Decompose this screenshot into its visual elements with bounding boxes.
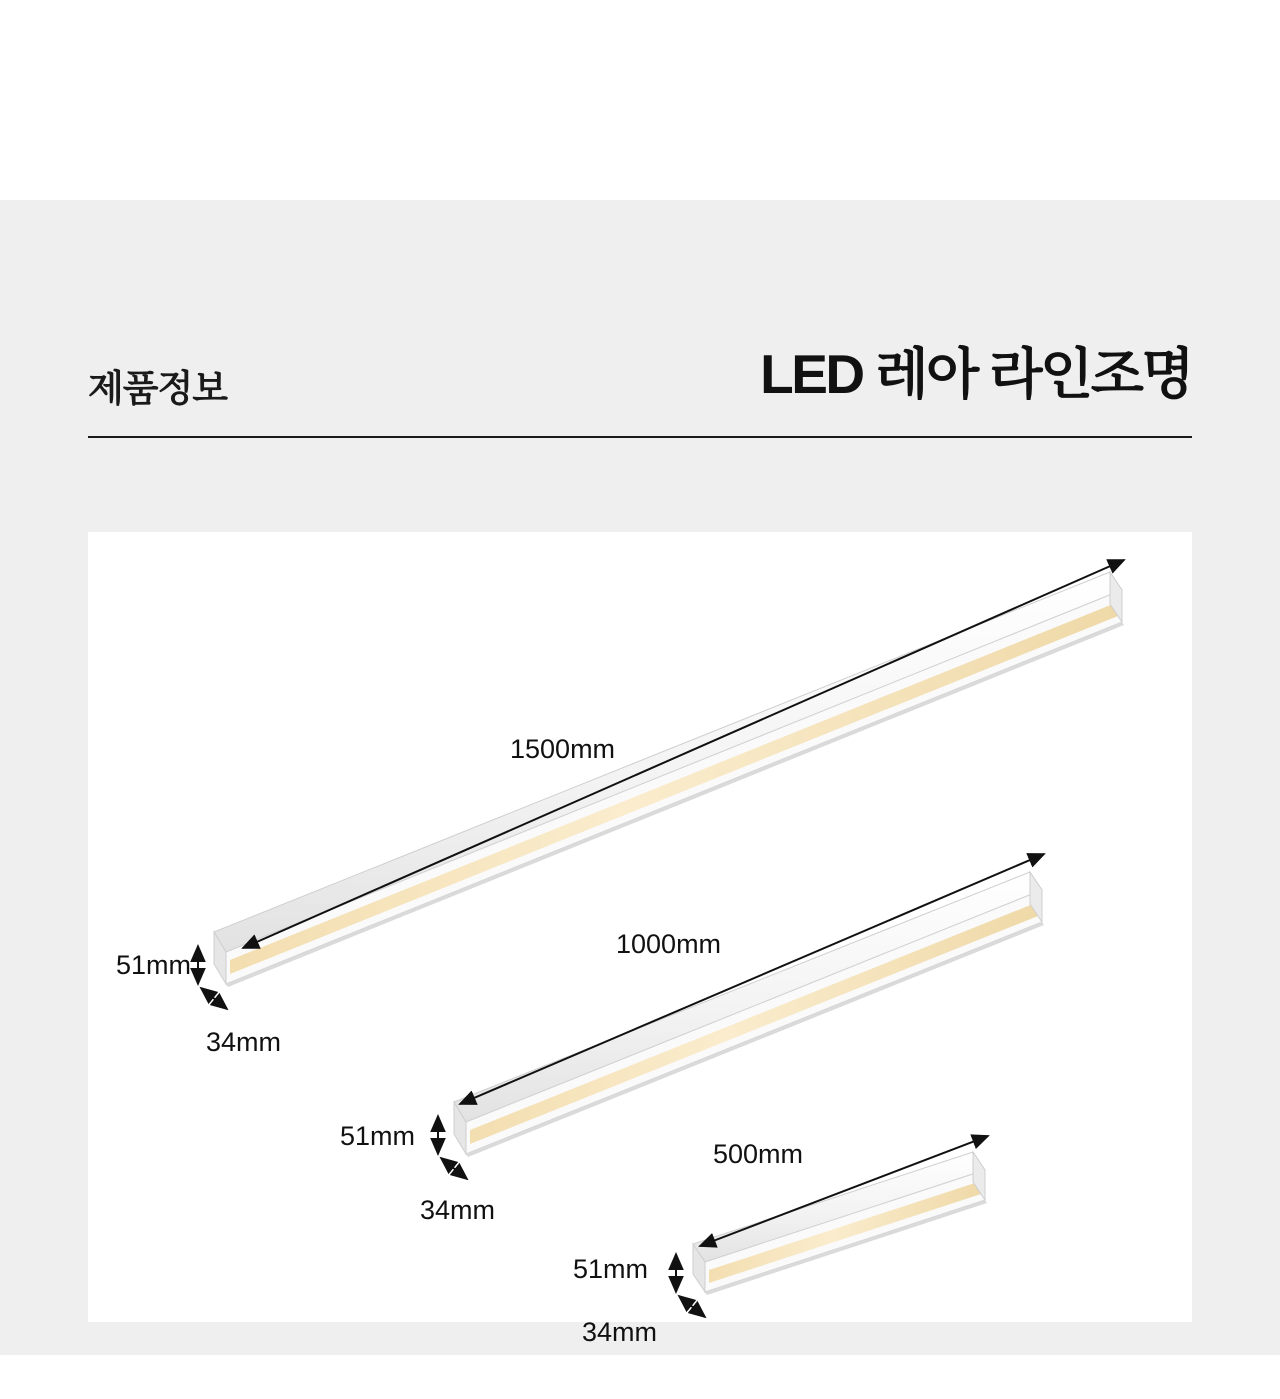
height-label-1500: 51mm: [116, 950, 192, 980]
top-white-band: [0, 0, 1280, 200]
bottom-white-band: [0, 1355, 1280, 1399]
dimension-diagram-svg: [88, 532, 1192, 1322]
section-label: 제품정보: [88, 368, 227, 409]
height-label-500: 51mm: [573, 1254, 649, 1284]
depth-arrow-500: [679, 1296, 705, 1317]
length-label-500: 500mm: [713, 1139, 804, 1169]
page-header: [88, 330, 1192, 440]
page-title: LED 레아 라인조명: [760, 343, 1192, 405]
length-label-1500: 1500mm: [510, 734, 616, 764]
fixture-1000: [454, 872, 1044, 1157]
length-label-1000: 1000mm: [616, 929, 722, 959]
fixture-500: [693, 1152, 987, 1295]
depth-label-500: 34mm: [582, 1317, 658, 1347]
depth-arrow-1000: [441, 1158, 467, 1179]
height-label-1000: 51mm: [340, 1121, 416, 1151]
dimension-diagram: [88, 532, 1192, 1347]
length-arrow-1000: [460, 854, 1044, 1104]
depth-label-1500: 34mm: [206, 1027, 282, 1057]
header-divider: [88, 436, 1192, 438]
depth-arrow-1500: [201, 988, 227, 1009]
depth-label-1000: 34mm: [420, 1195, 496, 1225]
